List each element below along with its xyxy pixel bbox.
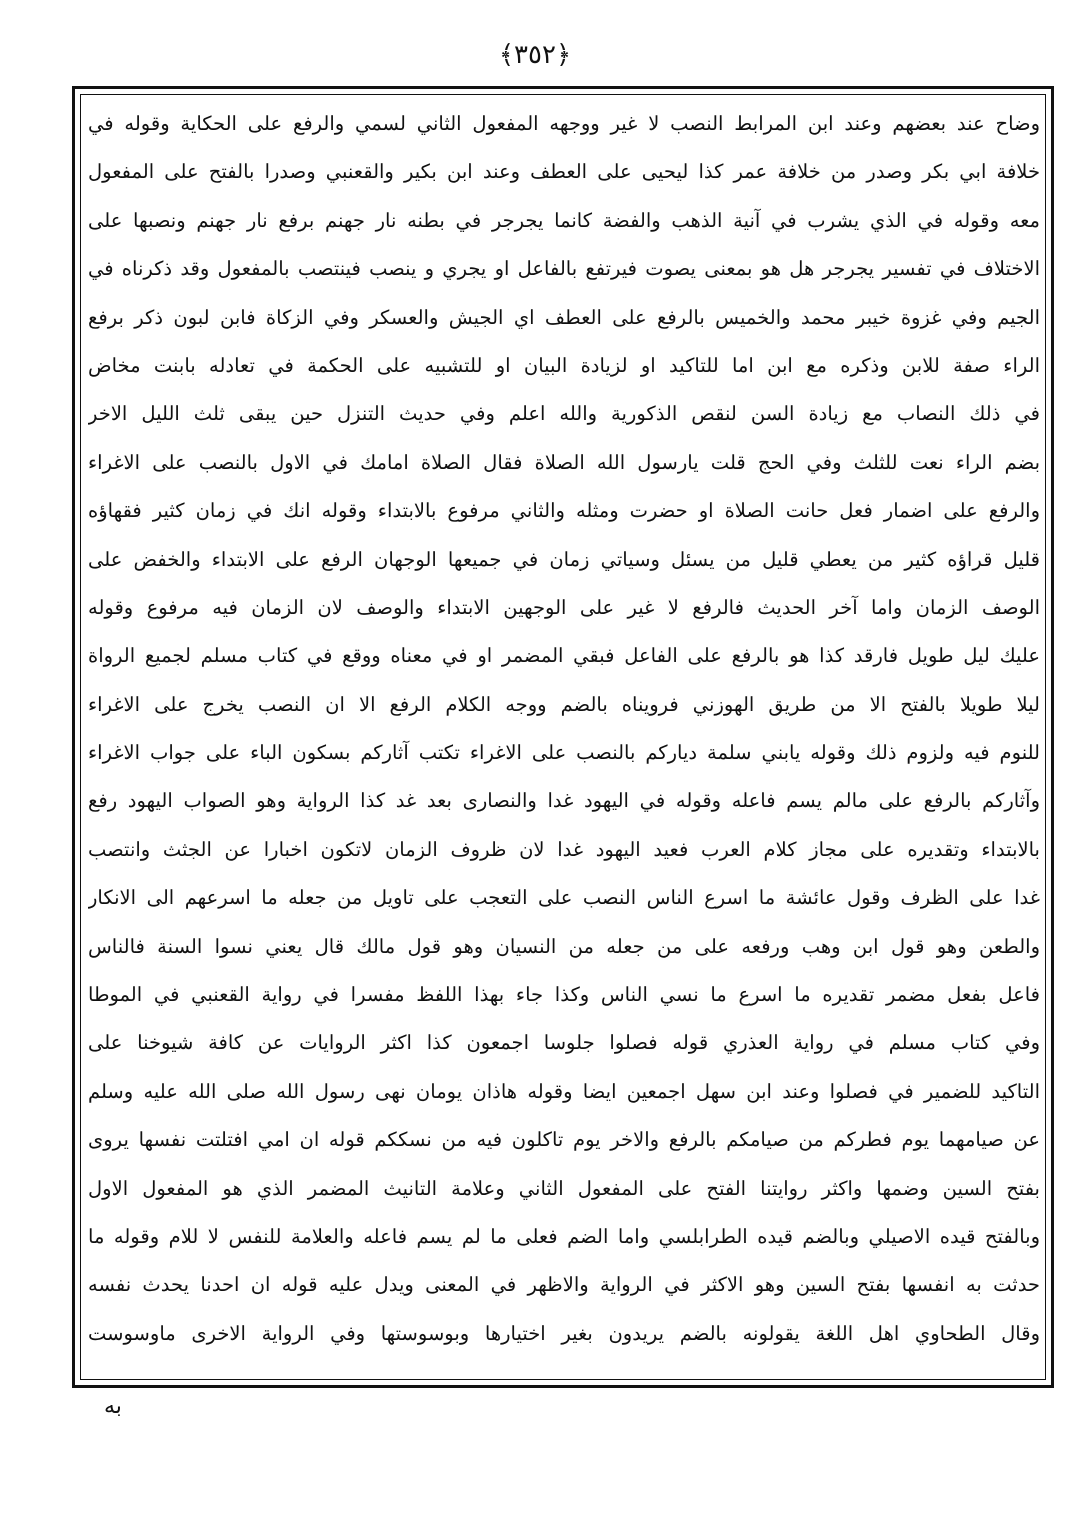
text-line: في ذلك النصاب مع زيادة السن لنقص الذكورية والله اعلم وفي حديث التنزل حين يبقى ثلث الليل الاخر (88, 402, 1040, 426)
text-line: بضم الراء نعت للثلث وفي الحج قلت يارسول الله الصلاة فقال الصلاة امامك في الاول بالنصب على الاغراء (88, 450, 1040, 474)
text-line: التاكيد للضمير في فصلوا وعند ابن سهل اجمعين ايضا وقوله هاذان يومان نهى رسول الله صلى الله عليه وسلم (88, 1079, 1040, 1103)
text-line: خلافة ابي بكر وصدر من خلافة عمر كذا ليحيى على العطف وعند ابن بكير والقعنبي وصدرا بالفتح على المفعول (88, 160, 1040, 184)
text-line: والطعن وهو قول ابن وهب ورفعه على من جعله من النسيان وهو قول مالك قال يعني نسوا السنة فالناس (88, 934, 1040, 958)
text-line: والرفع على اضمار فعل حانت الصلاة او حضرت ومثله والثاني مرفوع بالابتداء وقوله انك في زمان كثير فقهاؤه (88, 499, 1040, 523)
text-line: وقال الطحاوي اهل اللغة يقولونه بالضم يريدون بغير اختيارها وبوسوستها وفي الرواية الاخرى ماوسوست (88, 1321, 1040, 1345)
text-line: عليك ليل طويل فارقد كذا هو بالرفع على الفاعل فبقي المضمر او في معناه ووقع في كتاب مسلم لجميع الرواة (88, 644, 1040, 668)
text-line: قليل قراؤه كثير من يعطي قليل من يسئل وسياتي زمان في جميعها الوجهان الرفع على الابتداء والخفض على (88, 547, 1040, 571)
text-line: للنوم فيه ولزوم ذلك وقوله يابني سلمة دياركم بالنصب على الاغراء تكتب آثاركم بسكون الباء على جواب الاغراء (88, 741, 1040, 765)
text-line: وفي كتاب مسلم في رواية العذري قوله فصلوا جلوسا اجمعون كذا اكثر الروايات عن كافة شيوخنا على (88, 1031, 1040, 1055)
text-line: الراء صفة للابن وذكره مع ابن اما للتاكيد او لزيادة البيان او للتشبيه على الحكمة في تعادله بابنت مخاض (88, 353, 1040, 377)
text-line: الوصف الزمان واما آخر الحديث فالرفع لا غير على الوجهين الابتداء والوصف لان الزمان فيه مرفوع وقوله (88, 595, 1040, 619)
text-line: بالابتداء وتقديره على مجاز كلام العرب فعيد اليهود غدا لان ظروف الزمان لاتكون اخبارا عن الجثث وانتصب (88, 837, 1040, 861)
text-line: عن صيامهما يوم فطركم من صيامكم بالرفع والاخر يوم تاكلون فيه من نسككم قوله ان امي افتلتت نفسها يروى (88, 1128, 1040, 1152)
page-number: ﴿٣٥٢﴾ (498, 40, 572, 70)
text-line: وآثاركم بالرفع على مالم يسم فاعله وقوله في اليهود غدا والنصارى بعد غد كذا الرواية وهو الصواب اليهود رفع (88, 789, 1040, 813)
catchword: به (104, 1394, 122, 1419)
text-line: الجيم وفي غزوة خيبر محمد والخميس بالرفع على العطف اي الجيش والعسكر وفي الزكاة فابن لبون ذكر برفع (88, 305, 1040, 329)
text-line: وبالفتح قيده الاصيلي وبالضم قيده الطرابلسي واما الضم فعلى ما لم يسم فاعله والعلامة للنفس لا للام وقوله ما (88, 1224, 1040, 1248)
text-line: بفتح السين وضمها واكثر روايتنا الفتح على المفعول الثاني وعلامة التانيث المضمر الذي هو المفعول الاول (88, 1176, 1040, 1200)
text-body (88, 100, 1040, 1376)
text-line: معه وقوله في الذي يشرب في آنية الذهب والفضة كانما يجرجر في بطنه نار جهنم برفع نار جهنم ونصبها على (88, 208, 1040, 232)
text-line: الاختلاف في تفسير يجرجر هل هو بمعنى يصوت فيرتفع بالفاعل او يجري و ينصب فينتصب بالمفعول وقد ذكرناه في (88, 257, 1040, 281)
text-line: ليلا طويلا بالفتح الا من طريق الهوزني فرويناه بالضم ووجه الكلام الرفع الا ان النصب يخرج على الاغراء (88, 692, 1040, 716)
text-line: فاعل بفعل مضمر تقديره ما اسرع ما نسي الناس وكذا جاء بهذا اللفظ مفسرا في رواية القعنبي في الموطا (88, 983, 1040, 1007)
text-line: غدا على الظرف وقول عائشة ما اسرع الناس النصب على التعجب على تاويل من جعله ما اسرعهم الى الانكار (88, 886, 1040, 910)
text-line: حدثت به انفسها بفتح السين وهو الاكثر في الرواية والاظهر في المعنى ويدل عليه قوله ان احدنا يحدث نفسه (88, 1273, 1040, 1297)
text-line: وضاح عند بعضهم وعند ابن المرابط النصب لا غير ووجهه المفعول الثاني لسمي والرفع على الحكاية وقوله في (88, 112, 1040, 135)
